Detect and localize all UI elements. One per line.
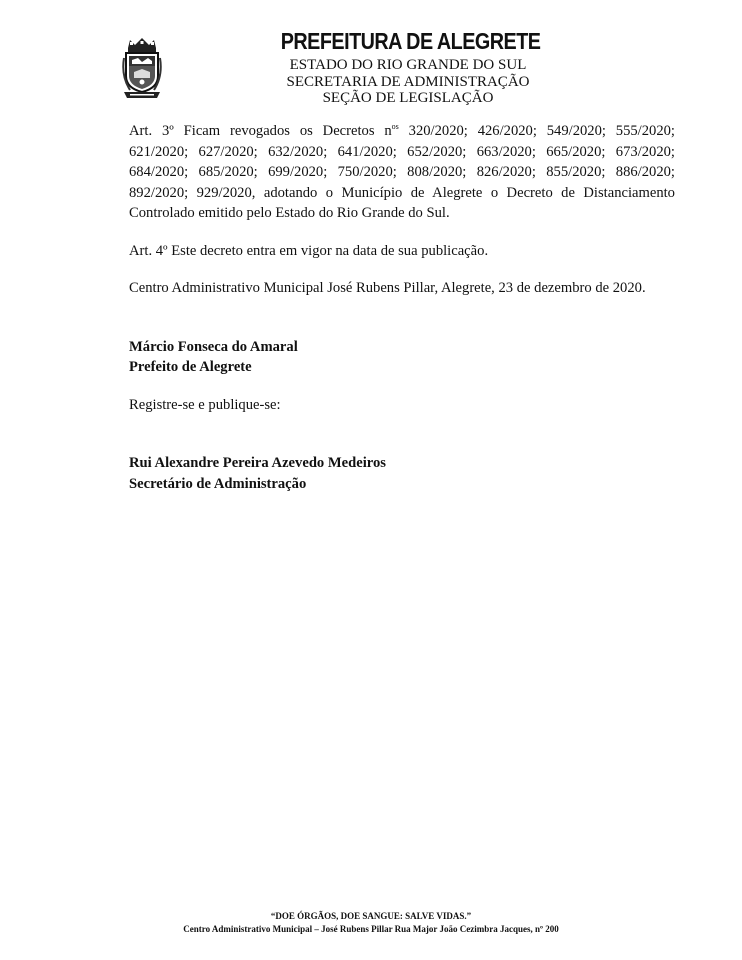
mayor-title: Prefeito de Alegrete xyxy=(129,359,252,375)
footer-slogan: “DOE ÓRGÃOS, DOE SANGUE: SALVE VIDAS.” xyxy=(270,911,472,921)
footer-address: Centro Administrativo Municipal – José Rubens Pillar Rua Major João Cezimbra Jacques, nº 200 xyxy=(183,924,559,934)
article-3-prefix: Art. 3º Ficam revogados os Decretos n xyxy=(129,123,392,139)
municipal-crest-icon xyxy=(120,36,164,100)
mayor-name: Márcio Fonseca do Amaral xyxy=(129,338,298,355)
section-name: SEÇÃO DE LEGISLAÇÃO xyxy=(322,90,494,106)
secretary-title: Secretário de Administração xyxy=(129,475,307,492)
state-name: ESTADO DO RIO GRANDE DO SUL xyxy=(289,57,527,73)
org-name: PREFEITURA DE ALEGRETE xyxy=(280,28,541,54)
signature-block-secretary xyxy=(129,453,675,494)
signature-block-mayor xyxy=(129,337,675,378)
place-date: Centro Administrativo Municipal José Rubens Pillar, Alegrete, 23 de dezembro de 2020. xyxy=(129,280,646,296)
register-note: Registre-se e publique-se: xyxy=(129,396,281,413)
article-3-superscript: os xyxy=(391,122,399,131)
letterhead xyxy=(260,28,556,107)
page-footer xyxy=(0,910,742,936)
article-4: Art. 4º Este decreto entra em vigor na data de sua publicação. xyxy=(129,242,489,259)
document-body xyxy=(129,121,675,494)
secretary-name: Rui Alexandre Pereira Azevedo Medeiros xyxy=(129,455,386,471)
article-3 xyxy=(129,121,675,224)
article-3-rest: adotando o Município de Alegrete o Decreto de Distanciamento Controlado emitido pelo Estado do Rio Grande do Sul. xyxy=(129,184,675,221)
secretariat-name: SECRETARIA DE ADMINISTRAÇÃO xyxy=(286,73,530,90)
article-3-decrees: 320/2020; 426/2020; 549/2020; 555/2020; 621/2020; 627/2020; 632/2020; 641/2020; 652/2020; 663/2020; 665/2020; 673/2020; 684/2020; 685/2020; 699/2020; 750/2020; 808/2020; 826/2020; 855/2020; 886/2020; 892/2020; 929/2020, xyxy=(129,123,675,201)
